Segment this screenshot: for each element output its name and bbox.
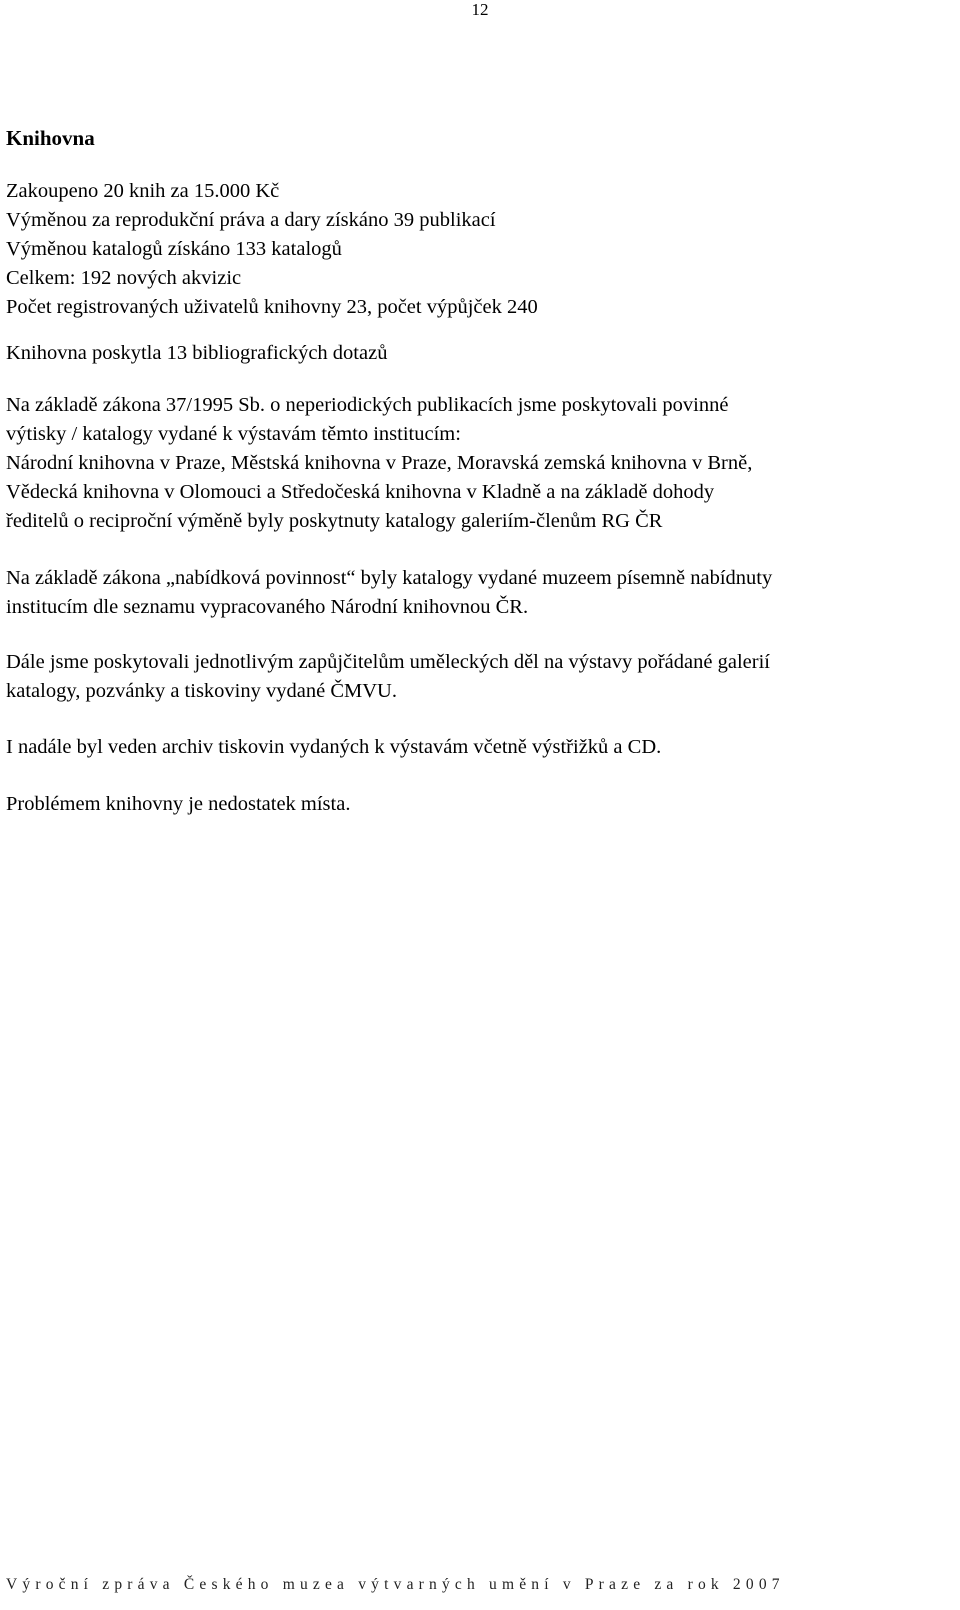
paragraph-line: Problémem knihovny je nedostatek místa. [6,793,351,815]
paragraph-line: institucím dle seznamu vypracovaného Národní knihovnou ČR. [6,596,529,618]
paragraph-line: katalogy, pozvánky a tiskoviny vydané ČMVU. [6,680,397,702]
paragraph-line: Na základě zákona 37/1995 Sb. o neperiodických publikacích jsme poskytovali povinné [6,394,729,416]
library-stats [6,177,946,322]
document-body [6,124,946,846]
paragraph-line: Vědecká knihovna v Olomouci a Středočeská knihovna v Kladně a na základě dohody [6,481,715,503]
paragraph-line: Na základě zákona „nabídková povinnost“ byly katalogy vydané muzeem písemně nabídnuty [6,567,773,589]
stat-exchange-publications: Výměnou za reprodukční práva a dary získáno 39 publikací [6,209,496,231]
paragraph-line: Národní knihovna v Praze, Městská knihovna v Praze, Moravská zemská knihovna v Brně, [6,452,753,474]
page-number: 12 [471,0,489,19]
paragraph-line: I nadále byl veden archiv tiskovin vydaných k výstavám včetně výstřižků a CD. [6,736,662,758]
lenders-paragraph [6,648,946,706]
paragraph-line: výtisky / katalogy vydané k výstavám těmto institucím: [6,423,461,445]
section-heading: Knihovna [6,126,95,150]
stat-users-loans: Počet registrovaných uživatelů knihovny 23, počet výpůjček 240 [6,296,538,318]
bibliographic-queries [6,339,946,368]
archive-paragraph [6,733,946,762]
page-footer: Výroční zpráva Českého muzea výtvarných umění v Praze za rok 2007 [6,1576,785,1593]
stat-exchange-catalogues: Výměnou katalogů získáno 133 katalogů [6,238,342,260]
paragraph-line: Dále jsme poskytovali jednotlivým zapůjčitelům uměleckých děl na výstavy pořádané galerií [6,651,770,673]
offer-obligation-paragraph [6,564,946,622]
legal-deposit-paragraph [6,391,946,536]
stat-purchased-books: Zakoupeno 20 knih za 15.000 Kč [6,180,280,202]
paragraph-line: ředitelů o reciproční výměně byly poskytnuty katalogy galeriím-členům RG ČR [6,510,663,532]
stat-total-acquisitions: Celkem: 192 nových akvizic [6,267,242,289]
problem-paragraph [6,790,946,819]
queries-text: Knihovna poskytla 13 bibliografických dotazů [6,342,388,364]
